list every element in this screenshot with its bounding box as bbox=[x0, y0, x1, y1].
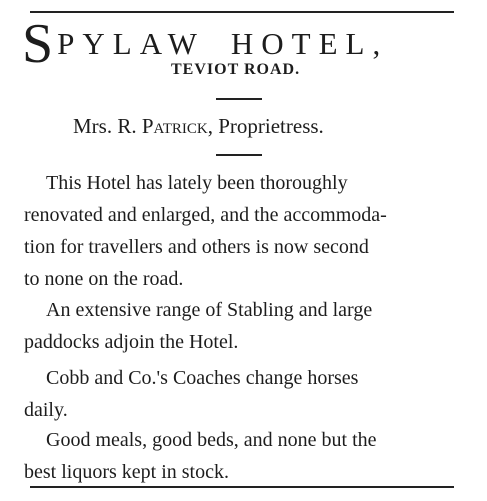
paragraph-line: to none on the road. bbox=[24, 268, 184, 290]
paragraph-renovation bbox=[24, 167, 460, 295]
title-word-2: HOTEL, bbox=[230, 26, 389, 61]
paragraph-line: This Hotel has lately been thoroughly bbox=[46, 172, 348, 194]
paragraph-line: daily. bbox=[24, 399, 68, 421]
short-rule-lower bbox=[216, 154, 262, 156]
title-word-1: PYLAW bbox=[57, 26, 205, 61]
short-rule-upper bbox=[216, 98, 262, 100]
proprietress-name: Patrick bbox=[141, 114, 208, 138]
proprietress-line bbox=[73, 114, 324, 139]
proprietress-suffix: , Proprietress. bbox=[207, 114, 324, 138]
paragraph-coaches bbox=[24, 362, 460, 426]
paragraph-line: renovated and enlarged, and the accommoda- bbox=[24, 204, 387, 226]
paragraph-stabling bbox=[24, 294, 460, 358]
paragraph-line: paddocks adjoin the Hotel. bbox=[24, 331, 239, 353]
hotel-subtitle: TEVIOT ROAD. bbox=[171, 61, 301, 78]
paragraph-line: best liquors kept in stock. bbox=[24, 461, 229, 483]
paragraph-line: Good meals, good beds, and none but the bbox=[46, 429, 377, 451]
paragraph-line: tion for travellers and others is now second bbox=[24, 236, 369, 258]
title-dropcap: S bbox=[22, 13, 54, 75]
top-rule bbox=[30, 11, 454, 13]
paragraph-line: Cobb and Co.'s Coaches change horses bbox=[46, 367, 359, 389]
bottom-rule bbox=[30, 486, 454, 488]
paragraph-line: An extensive range of Stabling and large bbox=[46, 299, 373, 321]
paragraph-meals bbox=[24, 424, 460, 488]
proprietress-prefix: Mrs. R. bbox=[73, 114, 137, 138]
